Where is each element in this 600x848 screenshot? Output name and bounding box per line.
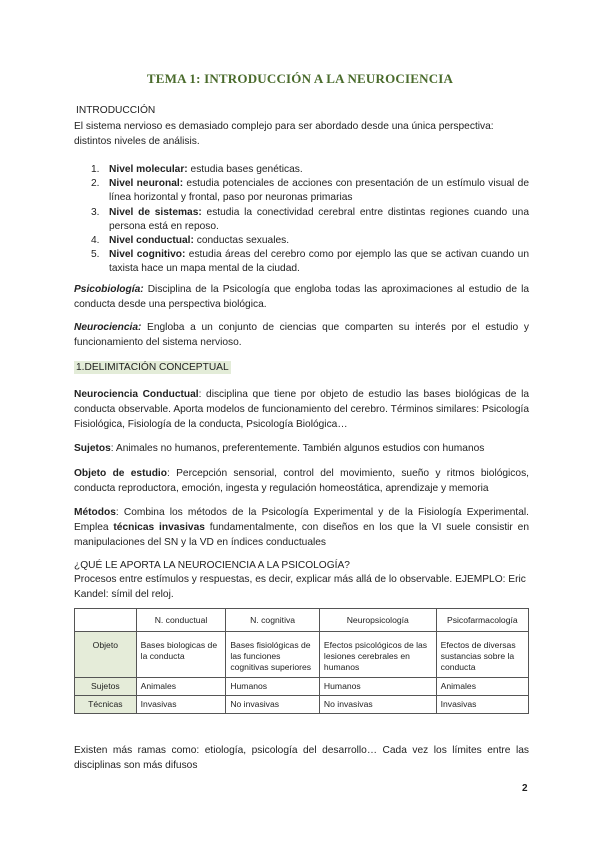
table-cell: No invasivas: [226, 696, 320, 714]
intro-paragraph: El sistema nervioso es demasiado complejo para ser abordado desde una única perspectiva: distintos niveles de análisis.: [74, 121, 494, 147]
table-cell: Animales: [136, 678, 226, 696]
levels-list: [74, 163, 529, 277]
objeto-paragraph: Objeto de estudio: Percepción sensorial, control del movimiento, sueño y ritmos biológicos, conducta reproductora, emoción, ingesta y regulación homeostática, aprendizaje y memoria: [74, 468, 529, 494]
question-heading: ¿QUÉ LE APORTA LA NEUROCIENCIA A LA PSICOLOGÍA?: [74, 560, 350, 571]
table-row-label: Técnicas: [75, 696, 137, 714]
list-number: 2.: [91, 178, 100, 190]
table-header-row: [75, 609, 529, 632]
psicobiologia-term: Psicobiología:: [74, 284, 144, 295]
table-cell: Invasivas: [436, 696, 528, 714]
table-header-cell: Psicofarmacología: [436, 609, 528, 632]
list-item: 2. Nivel neuronal: estudia potenciales de acciones con presentación de un estímulo visual de línea horizontal y frontal, paso por neuronas primarias: [91, 178, 529, 204]
table-cell: Invasivas: [136, 696, 226, 714]
question-answer: Procesos entre estímulos y respuestas, es decir, explicar más allá de lo observable. EJEMPLO: Eric Kandel: símil del reloj.: [74, 574, 526, 600]
level-term: Nivel de sistemas:: [109, 206, 202, 218]
table-header-cell: Neuropsicología: [319, 609, 436, 632]
table-cell: Humanos: [319, 678, 436, 696]
neurociencia-paragraph: Neurociencia: Engloba a un conjunto de ciencias que comparten su interés por el estudio y funcionamiento del sistema nervioso.: [74, 322, 529, 348]
list-item: 3. Nivel de sistemas: estudia la conectividad cerebral entre distintas regiones cuando una persona está en reposo.: [91, 206, 529, 232]
table-cell: Efectos de diversas sustancias sobre la conducta: [436, 632, 528, 678]
intro-heading: INTRODUCCIÓN: [76, 105, 156, 116]
table-cell: Bases biologicas de la conducta: [136, 632, 226, 678]
list-number: 1.: [91, 164, 100, 175]
table-header-cell: [75, 609, 137, 632]
section-heading: 1.DELIMITACIÓN CONCEPTUAL: [76, 362, 229, 373]
level-term: Nivel conductual:: [109, 235, 194, 247]
comparison-table: [74, 608, 529, 714]
closing-paragraph: Existen más ramas como: etiología, psicología del desarrollo… Cada vez los límites entre las disciplinas son más difusos: [74, 745, 529, 771]
page-title: TEMA 1: INTRODUCCIÓN A LA NEUROCIENCIA: [146, 71, 454, 86]
metodos-paragraph: Métodos: Combina los métodos de la Psicología Experimental y de la Fisiología Experimental. Emplea técnicas invasivas fundamentalmente, con diseños en los que la VI suele consistir en manipulaciones del SN y la VD en índices conductuales: [74, 507, 530, 548]
sujetos-paragraph: Sujetos: Animales no humanos, preferentemente. También algunos estudios con humanos: [74, 443, 485, 454]
table-row: [75, 678, 529, 696]
list-number: 3.: [91, 206, 100, 218]
table-header-cell: N. conductual: [136, 609, 226, 632]
table-row-label: Objeto: [75, 632, 137, 678]
table-row-label: Sujetos: [75, 678, 137, 696]
psicobiologia-paragraph: Psicobiología: Disciplina de la Psicología que engloba todas las aproximaciones al estudio de la conducta desde una perspectiva biológica.: [74, 284, 529, 310]
page-number: 2: [522, 783, 528, 794]
table-row: [75, 696, 529, 714]
neurociencia-term: Neurociencia:: [74, 322, 142, 333]
list-item: 1. Nivel molecular: estudia bases genéticas.: [74, 163, 529, 177]
table-cell: Efectos psicológicos de las lesiones cerebrales en humanos: [319, 632, 436, 678]
list-number: 5.: [91, 249, 100, 261]
table-cell: Animales: [436, 678, 528, 696]
level-term: Nivel molecular:: [109, 164, 188, 175]
neurociencia-conductual-paragraph: Neurociencia Conductual: disciplina que tiene por objeto de estudio las bases biológicas de la conducta observable. Aporta modelos de funcionamiento del cerebro. Términos similares: Psicología Fisiológica, Fisiología de la conducta, Psicología Biológica…: [74, 389, 529, 430]
table-header-cell: N. cognitiva: [226, 609, 320, 632]
list-item: 4. Nivel conductual: conductas sexuales.: [74, 234, 529, 248]
table-row: [75, 632, 529, 678]
level-term: Nivel neuronal:: [109, 178, 184, 190]
level-term: Nivel cognitivo:: [109, 249, 186, 261]
table-cell: No invasivas: [319, 696, 436, 714]
table-cell: Humanos: [226, 678, 320, 696]
table-cell: Bases fisiológicas de las funciones cognitivas superiores: [226, 632, 320, 678]
list-number: 4.: [91, 235, 100, 247]
list-item: 5. Nivel cognitivo: estudia áreas del cerebro como por ejemplo las que se activan cuando un taxista hace un mapa mental de la ciudad.: [91, 249, 529, 275]
